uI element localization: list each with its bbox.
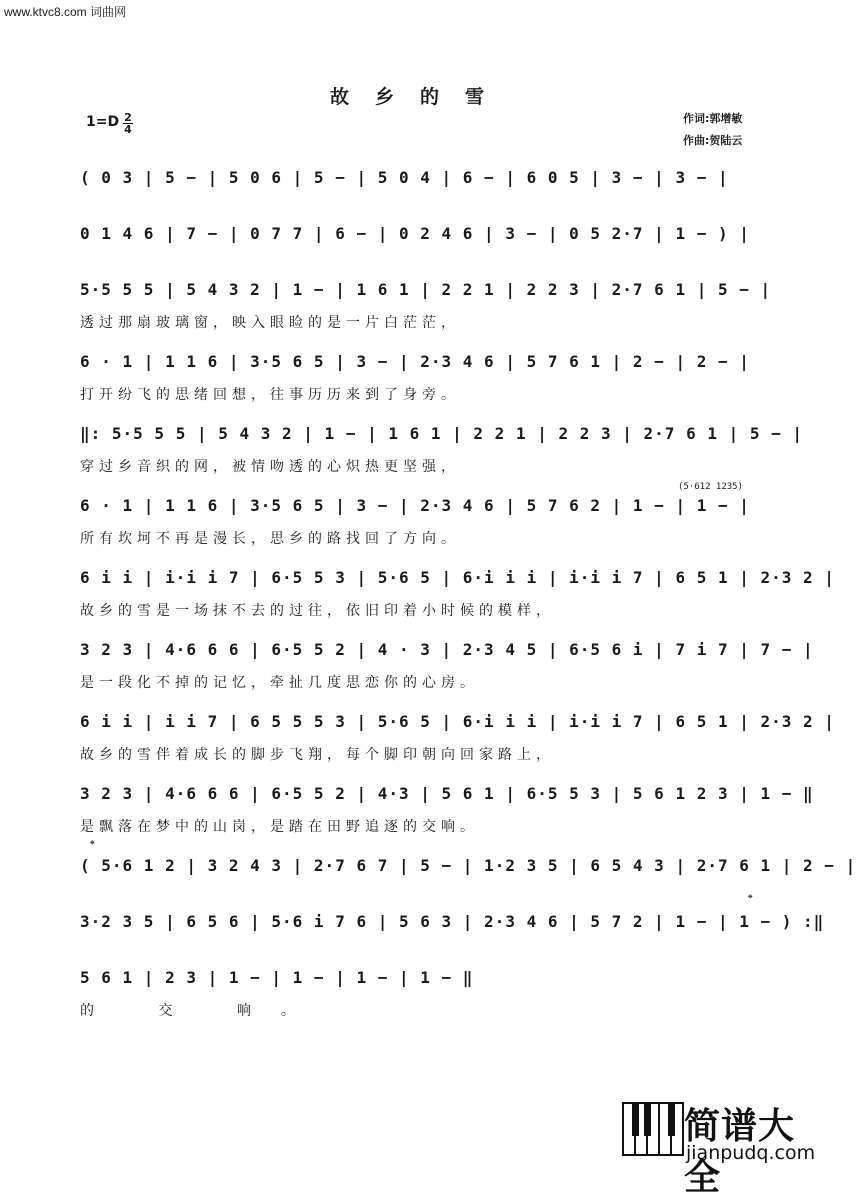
notes-line: 3 2 3 | 4·6 6 6 | 6·5 5 2 | 4·3 | 5 6 1 | 6·5 5 3 | 5 6 1 2 3 | 1 − ‖ [80, 784, 814, 803]
lyrics-line: 的 交 响。 [80, 1003, 325, 1019]
lyrics-line: 所有坎坷不再是漫长，思乡的路找回了方向。 [80, 531, 460, 547]
notes-line: 0 1 4 6 | 7 − | 0 7 7 | 6 − | 0 2 4 6 | 3 − | 0 5 2·7 | 1 − ) | [80, 224, 750, 243]
lyrics-line: 是飘落在梦中的山岗，是踏在田野追逐的交响。 [80, 819, 479, 835]
notes-line: ‖: 5·5 5 5 | 5 4 3 2 | 1 − | 1 6 1 | 2 2 1 | 2 2 3 | 2·7 6 1 | 5 − | [80, 424, 804, 443]
time-signature-bottom: 4 [124, 123, 132, 136]
logo-url: jianpudq.com [686, 1142, 816, 1164]
coda-sign-icon: 𝄌 [748, 892, 753, 907]
song-title: 故乡的雪 [329, 86, 510, 108]
small-notation: (5·612 1235) [678, 482, 744, 492]
lyrics-line: 穿过乡音织的网，被情吻透的心炽热更坚强， [80, 459, 460, 475]
site-watermark: www.ktvc8.com 词曲网 [4, 5, 127, 19]
notes-line: ( 5·6 1 2 | 3 2 4 3 | 2·7 6 7 | 5 − | 1·2 3 5 | 6 5 4 3 | 2·7 6 1 | 2 − | [80, 856, 856, 875]
lyrics-line: 透过那扇玻璃窗，映入眼睑的是一片白茫茫， [80, 315, 460, 331]
lyrics-line: 故乡的雪伴着成长的脚步飞翔，每个脚印朝向回家路上， [80, 747, 555, 763]
notes-line: 6 i i | i i 7 | 6 5 5 5 3 | 5·6 5 | 6·i i i | i·i i 7 | 6 5 1 | 2·3 2 | [80, 712, 835, 731]
composer-credit: 作曲:贺陆云 [683, 134, 743, 147]
time-signature-top: 2 [124, 111, 132, 124]
key-signature: 1=D [86, 114, 120, 130]
piano-keys-icon [622, 1102, 684, 1156]
notes-line: 6 · 1 | 1 1 6 | 3·5 6 5 | 3 − | 2·3 4 6 | 5 7 6 2 | 1 − | 1 − | [80, 496, 750, 515]
notes-line: 3·2 3 5 | 6 5 6 | 5·6 i 7 6 | 5 6 3 | 2·3 4 6 | 5 7 2 | 1 − | 1 − ) :‖ [80, 912, 825, 931]
lyrics-line: 故乡的雪是一场抹不去的过往，依旧印着小时候的模样， [80, 603, 555, 619]
time-signature [123, 112, 133, 135]
lyricist-credit: 作词:郭增敏 [683, 112, 743, 125]
notes-line: 5 6 1 | 2 3 | 1 − | 1 − | 1 − | 1 − ‖ [80, 968, 474, 987]
notes-line: 3 2 3 | 4·6 6 6 | 6·5 5 2 | 4 · 3 | 2·3 4 5 | 6·5 6 i | 7 i 7 | 7 − | [80, 640, 814, 659]
logo-text: 简谱大全 [684, 1106, 796, 1198]
notes-line: 6 i i | i·i i 7 | 6·5 5 3 | 5·6 5 | 6·i i i | i·i i 7 | 6 5 1 | 2·3 2 | [80, 568, 835, 587]
lyrics-line: 打开纷飞的思绪回想，往事历历来到了身旁。 [80, 387, 460, 403]
notes-line: 6 · 1 | 1 1 6 | 3·5 6 5 | 3 − | 2·3 4 6 | 5 7 6 1 | 2 − | 2 − | [80, 352, 750, 371]
site-logo [622, 1102, 826, 1198]
lyrics-line: 是一段化不掉的记忆，牵扯几度思恋你的心房。 [80, 675, 479, 691]
coda-sign-icon: 𝄌 [90, 838, 95, 853]
notes-line: 5·5 5 5 | 5 4 3 2 | 1 − | 1 6 1 | 2 2 1 | 2 2 3 | 2·7 6 1 | 5 − | [80, 280, 772, 299]
notes-line: ( 0 3 | 5 − | 5 0 6 | 5 − | 5 0 4 | 6 − | 6 0 5 | 3 − | 3 − | [80, 168, 729, 187]
